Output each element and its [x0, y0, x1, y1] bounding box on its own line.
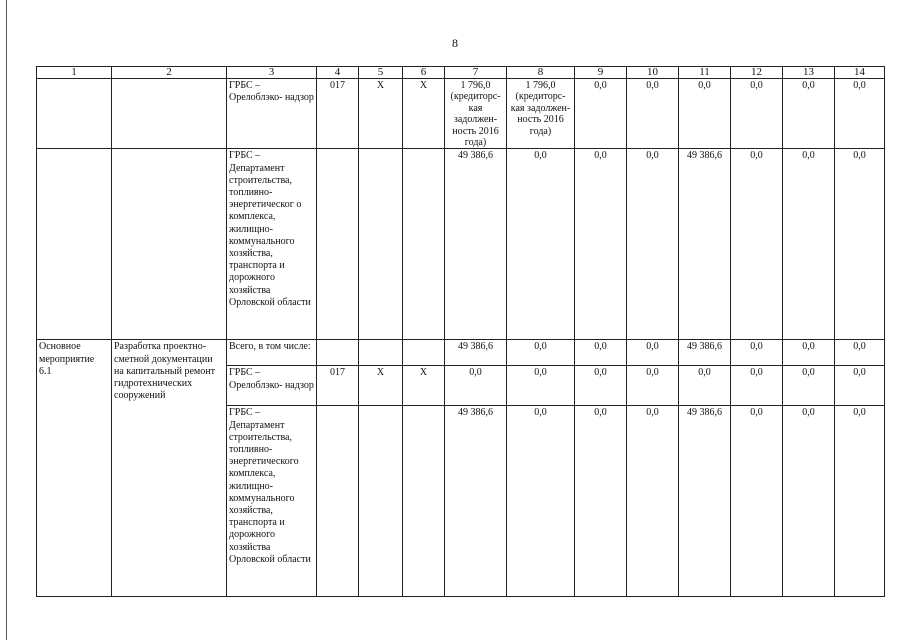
- measure-name-cell: [112, 79, 227, 149]
- col12-cell: 0,0: [731, 366, 783, 406]
- col12-cell: 0,0: [731, 79, 783, 149]
- recipient-cell: ГРБС – Орелоблэко- надзор: [227, 366, 317, 406]
- header-cell: 11: [679, 67, 731, 79]
- code-cell: [317, 340, 359, 366]
- header-cell: 6: [403, 67, 445, 79]
- col7-cell: 49 386,6: [445, 149, 507, 340]
- recipient-cell: ГРБС – Департамент строительства, топливно- энергетического комплекса, жилищно- коммунального хозяйства, транспорта и дорожного хозяйства Орловской области: [227, 406, 317, 597]
- col5-cell: [359, 149, 403, 340]
- col10-cell: 0,0: [627, 406, 679, 597]
- budget-table: [36, 66, 885, 597]
- col6-cell: [403, 340, 445, 366]
- col6-cell: Х: [403, 79, 445, 149]
- measure-cell: [37, 149, 112, 340]
- col9-cell: 0,0: [575, 366, 627, 406]
- col14-cell: 0,0: [835, 406, 885, 597]
- col13-cell: 0,0: [783, 149, 835, 340]
- measure-name-cell: [112, 149, 227, 340]
- col7-cell: 49 386,6: [445, 340, 507, 366]
- column-number-header-row: [37, 67, 885, 79]
- recipient-cell: Всего, в том числе:: [227, 340, 317, 366]
- col8-cell: 1 796,0 (кредиторс- кая задолжен- ность 2016 года): [507, 79, 575, 149]
- col11-cell: 0,0: [679, 79, 731, 149]
- page-number: 8: [452, 36, 458, 50]
- code-cell: 017: [317, 366, 359, 406]
- col5-cell: Х: [359, 79, 403, 149]
- col12-cell: 0,0: [731, 340, 783, 366]
- header-cell: 4: [317, 67, 359, 79]
- col9-cell: 0,0: [575, 340, 627, 366]
- table-row: [37, 340, 885, 366]
- col6-cell: Х: [403, 366, 445, 406]
- col10-cell: 0,0: [627, 366, 679, 406]
- header-cell: 1: [37, 67, 112, 79]
- recipient-cell: ГРБС – Орелоблэко- надзор: [227, 79, 317, 149]
- col8-cell: 0,0: [507, 149, 575, 340]
- code-cell: 017: [317, 79, 359, 149]
- header-cell: 13: [783, 67, 835, 79]
- table-row: [37, 79, 885, 149]
- col7-cell: 0,0: [445, 366, 507, 406]
- header-cell: 12: [731, 67, 783, 79]
- col8-cell: 0,0: [507, 406, 575, 597]
- measure-name-cell: Разработка проектно- сметной документации на капитальный ремонт гидротехнических сооружений: [112, 340, 227, 597]
- col9-cell: 0,0: [575, 406, 627, 597]
- col6-cell: [403, 406, 445, 597]
- header-cell: 3: [227, 67, 317, 79]
- col5-cell: Х: [359, 366, 403, 406]
- header-cell: 7: [445, 67, 507, 79]
- header-cell: 9: [575, 67, 627, 79]
- header-cell: 8: [507, 67, 575, 79]
- col10-cell: 0,0: [627, 149, 679, 340]
- col11-cell: 49 386,6: [679, 340, 731, 366]
- col10-cell: 0,0: [627, 79, 679, 149]
- col7-cell: 49 386,6: [445, 406, 507, 597]
- col5-cell: [359, 406, 403, 597]
- code-cell: [317, 406, 359, 597]
- col13-cell: 0,0: [783, 340, 835, 366]
- header-cell: 5: [359, 67, 403, 79]
- col6-cell: [403, 149, 445, 340]
- col14-cell: 0,0: [835, 149, 885, 340]
- col14-cell: 0,0: [835, 79, 885, 149]
- header-cell: 14: [835, 67, 885, 79]
- col11-cell: 0,0: [679, 366, 731, 406]
- recipient-cell: ГРБС – Департамент строительства, топливно- энергетическог о комплекса, жилищно- коммунального хозяйства, транспорта и дорожного хозяйства Орловской области: [227, 149, 317, 340]
- left-margin-rule: [6, 0, 7, 640]
- header-cell: 10: [627, 67, 679, 79]
- col8-cell: 0,0: [507, 340, 575, 366]
- measure-cell: Основное мероприятие 6.1: [37, 340, 112, 597]
- col13-cell: 0,0: [783, 366, 835, 406]
- col14-cell: 0,0: [835, 366, 885, 406]
- col10-cell: 0,0: [627, 340, 679, 366]
- col8-cell: 0,0: [507, 366, 575, 406]
- col11-cell: 49 386,6: [679, 149, 731, 340]
- col12-cell: 0,0: [731, 149, 783, 340]
- col12-cell: 0,0: [731, 406, 783, 597]
- col13-cell: 0,0: [783, 79, 835, 149]
- col9-cell: 0,0: [575, 149, 627, 340]
- col5-cell: [359, 340, 403, 366]
- col11-cell: 49 386,6: [679, 406, 731, 597]
- code-cell: [317, 149, 359, 340]
- col9-cell: 0,0: [575, 79, 627, 149]
- table-row: [37, 149, 885, 340]
- measure-cell: [37, 79, 112, 149]
- col7-cell: 1 796,0 (кредиторс- кая задолжен- ность 2016 года): [445, 79, 507, 149]
- col13-cell: 0,0: [783, 406, 835, 597]
- col14-cell: 0,0: [835, 340, 885, 366]
- header-cell: 2: [112, 67, 227, 79]
